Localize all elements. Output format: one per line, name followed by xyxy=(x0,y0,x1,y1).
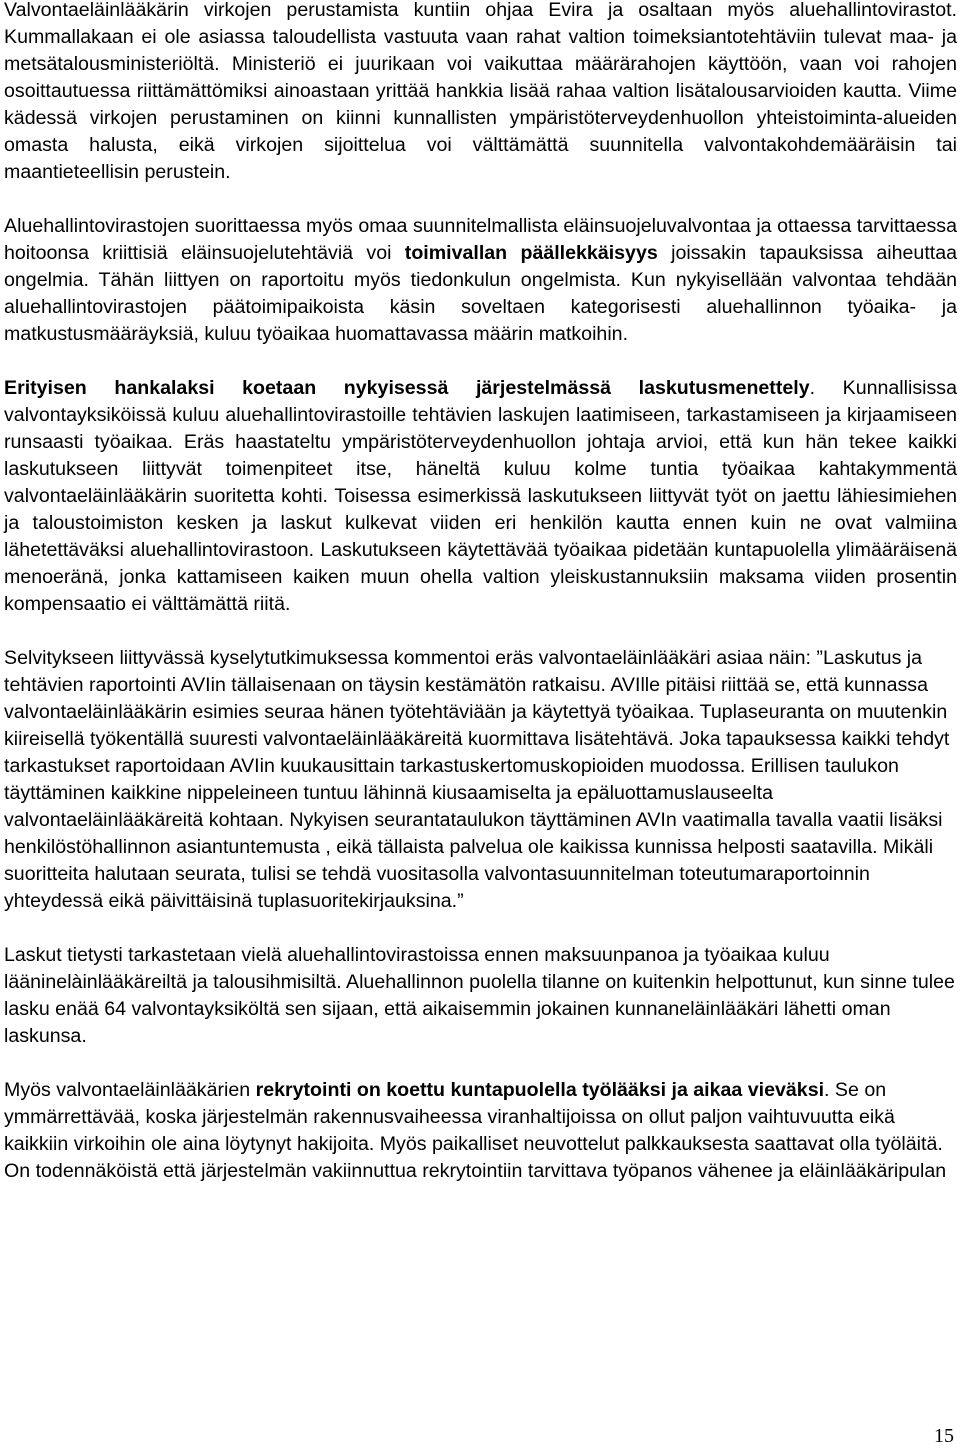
document-body xyxy=(4,0,957,1185)
paragraph-6-bold-phrase: rekrytointi on koettu kuntapuolella työlääksi ja aikaa vieväksi xyxy=(255,1079,825,1101)
paragraph-4-quote xyxy=(4,645,957,915)
paragraph-2-text-a: Aluehallintovirastojen suorittaessa myös omaa suunnitelmallista eläinsuojeluvalvontaa ja ottaessa tarvittaessa hoitoonsa kriittisiä eläinsuojelutehtäviä voi xyxy=(4,215,957,264)
paragraph-5 xyxy=(4,942,957,1050)
paragraph-4-text: Selvitykseen liittyvässä kyselytutkimuksessa kommentoi eräs valvontaeläinlääkäri asiaa näin: ”Laskutus ja tehtävien raportointi AVIin tällaisenaan on täysin kestämätön ratkaisu. AVIlle pitäisi riittää se, että kunnassa valvontaeläinlääkärin esimies seuraa hänen työtehtäviään ja käytettyä työaikaa. Tuplaseuranta on muutenkin kiireisellä työkentällä suuresti valvontaeläinlääkäreitä kuormittava lisätehtävä. Joka tapauksessa kaikki tehdyt tarkastukset raportoidaan AVIin kuukausittain tarkastuskertomuskopioiden muodossa. Erillisen taulukon täyttäminen kaikkine nippeleineen tuntuu lähinnä kiusaamiselta ja epäluottamuslauseelta valvontaeläinlääkäreitä kohtaan. Nykyisen seurantataulukon täyttäminen AVIn vaatimalla tavalla vaatii lisäksi henkilöstöhallinnon asiantuntemusta , eikä tällaista palvelua ole kaikissa kunnissa helposti saatavilla. Mikäli suoritteita halutaan seurata, tulisi se tehdä vuositasolla valvontasuunnitelman toteutumaraportoinnin yhteydessä eikä päivittäisinä tuplasuoritekirjauksina.” xyxy=(4,647,950,912)
paragraph-6-text-b: . Se on ymmärrettävää, koska järjestelmän rakennusvaiheessa viranhaltijoissa on ollut paljon vaihtuvuutta eikä kaikkiin virkoihin ole aina löytynyt hakijoita. Myös paikalliset neuvottelut palkkauksesta saattavat olla työläitä. On todennäköistä että järjestelmän vakiinnuttua rekrytointiin tarvittava työpanos vähenee ja eläinlääkäripulan xyxy=(4,1079,947,1182)
paragraph-1 xyxy=(4,0,957,186)
paragraph-1-text: Valvontaeläinlääkärin virkojen perustamista kuntiin ohjaa Evira ja osaltaan myös aluehallintovirastot. Kummallakaan ei ole asiassa taloudellista vastuuta vaan rahat valtion toimeksiantotehtäviin tulevat maa- ja metsätalousministeriöltä. Ministeriö ei juurikaan voi vaikuttaa määrärahojen käyttöön, vaan voi rahojen osoittautuessa riittämättömiksi ainoastaan yrittää hankkia lisää rahaa valtion lisätalousarvioiden kautta. Viime kädessä virkojen perustaminen on kiinni kunnallisten ympäristöterveydenhuollon yhteistoiminta-alueiden omasta halusta, eikä virkojen sijoittelua voi välttämättä suunnitella valvontakohdemääräisin tai maantieteellisin perustein. xyxy=(4,0,957,183)
paragraph-6 xyxy=(4,1077,957,1185)
paragraph-2-text-b: joissakin tapauksissa aiheuttaa ongelmia. Tähän liittyen on raportoitu myös tiedonkulun ongelmista. Kun nykyisellään valvontaa tehdään aluehallintovirastojen päätoimipaikoista käsin soveltaen kategorisesti aluehallinnon työaika- ja matkustusmääräyksiä, kuluu työaikaa huomattavassa määrin matkoihin. xyxy=(4,242,957,345)
paragraph-5-text: Laskut tietysti tarkastetaan vielä aluehallintovirastoissa ennen maksuunpanoa ja työaikaa kuluu lääninelàinlääkäreiltä ja talousihmisiltä. Aluehallinnon puolella tilanne on kuitenkin helpottunut, kun sinne tulee lasku enää 64 valvontayksiköltä sen sijaan, että aikaisemmin jokainen kunnaneläinlääkäri lähetti oman laskunsa. xyxy=(4,944,955,1047)
paragraph-2-bold-phrase: toimivallan päällekkäisyys xyxy=(404,242,658,264)
paragraph-2 xyxy=(4,213,957,348)
paragraph-3-text: . Kunnallisissa valvontayksiköissä kuluu aluehallintovirastoille tehtävien laskujen laatimiseen, tarkastamiseen ja kirjaamiseen runsaasti työaikaa. Eräs haastateltu ympäristöterveydenhuollon johtaja arvioi, että kun hän tekee kaikki laskutukseen liittyvät toimenpiteet itse, häneltä kuluu kolme tuntia työaikaa kahtakymmentä valvontaeläinlääkärin suoritetta kohti. Toisessa esimerkissä laskutukseen liittyvät työt on jaettu lähiesimiehen ja taloustoimiston kesken ja laskut kulkevat viiden eri henkilön kautta ennen kuin ne ovat valmiina lähetettäväksi aluehallintovirastoon. Laskutukseen käytettävää työaikaa pidetään kuntapuolella ylimääräisenä menoeränä, jonka kattamiseen kaiken muun ohella valtion yleiskustannuksiin maksama viiden prosentin kompensaatio ei välttämättä riitä. xyxy=(4,377,957,615)
paragraph-3 xyxy=(4,375,957,618)
page-number: 15 xyxy=(934,1425,954,1447)
paragraph-3-bold-phrase: Erityisen hankalaksi koetaan nykyisessä järjestelmässä laskutusmenettely xyxy=(4,377,810,399)
paragraph-6-text-a: Myös valvontaeläinlääkärien xyxy=(4,1079,256,1101)
